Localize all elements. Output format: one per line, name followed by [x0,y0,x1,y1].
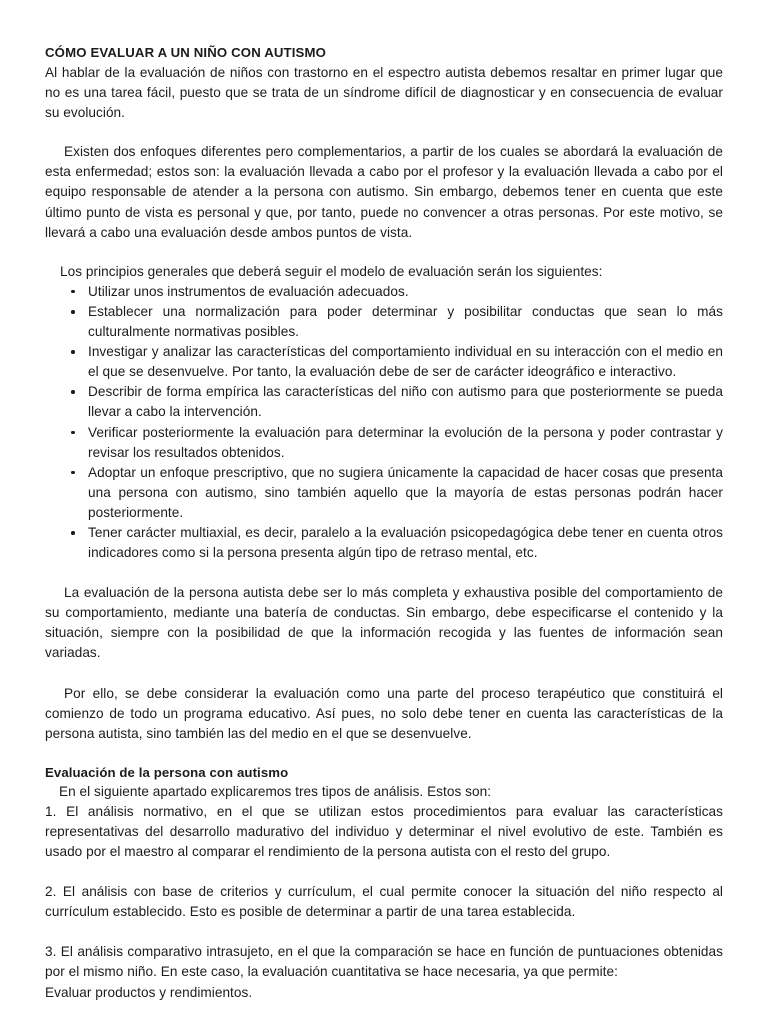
principles-list [45,282,723,563]
section-intro: En el siguiente apartado explicaremos tres tipos de análisis. Estos son: [59,783,492,799]
paragraph-three: La evaluación de la persona autista debe ser lo más completa y exhaustiva posible del comportamiento de su comportamiento, mediante una batería de conductas. Sin embargo, debe especificarse el contenido y la situación, siempre con la posibilidad de que la información recogida y las fuentes de información sean variadas. [45,585,723,661]
intro-paragraph: Al hablar de la evaluación de niños con trastorno en el espectro autista debemos resaltar en primer lugar que no es una tarea fácil, puesto que se trata de un síndrome difícil de diagnosticar y en consecuencia de evaluar su evolución. [45,65,723,121]
list-item: Investigar y analizar las características del comportamiento individual en su interacción con el medio en el que se desenvuelve. Por tanto, la evaluación debe de ser de carácter ideográfico e interactivo. [45,342,723,382]
spacer [45,862,723,882]
analysis-item-2: 2. El análisis con base de criterios y currículum, el cual permite conocer la situación del niño respecto al currículum establecido. Esto es posible de determinar a partir de una tarea establecida. [45,884,723,920]
list-item: Verificar posteriormente la evaluación para determinar la evolución de la persona y poder contrastar y revisar los resultados obtenidos. [45,423,723,463]
spacer [45,744,723,763]
spacer [45,922,723,942]
principles-intro: Los principios generales que deberá seguir el modelo de evaluación serán los siguientes: [60,263,603,279]
spacer [45,563,723,583]
analysis-item-3: 3. El análisis comparativo intrasujeto, en el que la comparación se hace en función de puntuaciones obtenidas por el mismo niño. En este caso, la evaluación cuantitativa se hace necesaria, ya que permite: [45,944,723,980]
page-title: CÓMO EVALUAR A UN NIÑO CON AUTISMO [45,45,327,60]
paragraph-four: Por ello, se debe considerar la evaluación como una parte del proceso terapéutico que constituirá el comienzo de todo un programa educativo. Así pues, no solo debe tener en cuenta las características de la persona autista, sino también las del medio en el que se desenvuelve. [45,685,723,741]
list-item: Establecer una normalización para poder determinar y posibilitar conductas que sean lo más culturalmente normativas posibles. [45,302,723,342]
spacer [45,243,723,262]
paragraph-two: Existen dos enfoques diferentes pero complementarios, a partir de los cuales se abordará la evaluación de esta enfermedad; estos son: la evaluación llevada a cabo por el profesor y la evaluación llevada a cabo por el equipo responsable de atender a la persona con autismo. Sin embargo, debemos tener en cuenta que este último punto de vista es personal y que, por tanto, puede no convencer a otras personas. Por este motivo, se llevará a cabo una evaluación desde ambos puntos de vista. [45,144,723,240]
list-item: Describir de forma empírica las características del niño con autismo para que posteriormente se pueda llevar a cabo la intervención. [45,382,723,422]
list-item: Utilizar unos instrumentos de evaluación adecuados. [45,282,723,302]
spacer [45,664,723,684]
closing-line: Evaluar productos y rendimientos. [45,984,253,1000]
list-item: Adoptar un enfoque prescriptivo, que no sugiera únicamente la capacidad de hacer cosas que presenta una persona con autismo, sino también aquello que la mayoría de estas personas podrán hacer posteriormente. [45,463,723,523]
analysis-item-1: 1. El análisis normativo, en el que se utilizan estos procedimientos para evaluar las características representativas del desarrollo madurativo del individuo y determinar el nivel evolutivo de este. También es usado por el maestro al comparar el rendimiento de la persona autista con el resto del grupo. [45,803,723,860]
list-item: Tener carácter multiaxial, es decir, paralelo a la evaluación psicopedagógica debe tener en cuenta otros indicadores como si la persona presenta algún tipo de retraso mental, etc. [45,523,723,563]
spacer [45,123,723,142]
section-heading: Evaluación de la persona con autismo [45,764,289,780]
